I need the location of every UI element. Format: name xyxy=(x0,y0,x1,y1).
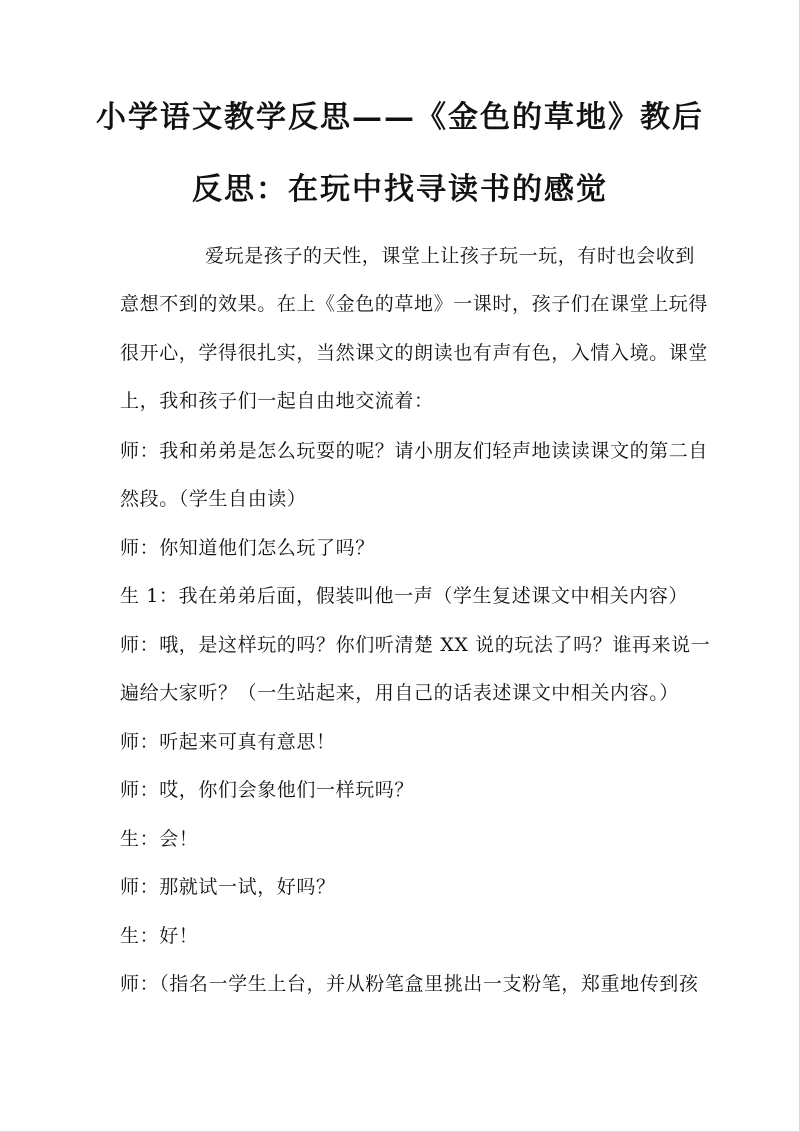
dialogue-line: 师：哎，你们会象他们一样玩吗？ xyxy=(120,779,415,801)
dialogue-line: 师：听起来可真有意思！ xyxy=(120,731,336,753)
dialogue-line: 师：哦，是这样玩的吗？你们听清楚 XX 说的玩法了吗？谁再来说一 xyxy=(120,634,711,656)
dialogue-line: 然段。（学生自由读） xyxy=(120,488,307,510)
paragraph-line: 很开心，学得很扎实，当然课文的朗读也有声有色，入情入境。课堂 xyxy=(120,342,709,364)
dialogue-line: 生：好！ xyxy=(120,925,199,947)
paragraph-line: 上，我和孩子们一起自由地交流着： xyxy=(120,390,434,412)
dialogue-line: 师：你知道他们怎么玩了吗？ xyxy=(120,537,375,559)
dialogue-line: 生：会！ xyxy=(120,828,199,850)
dialogue-line: 师：（指名一学生上台，并从粉笔盒里挑出一支粉笔，郑重地传到孩 xyxy=(120,973,699,995)
dialogue-line: 师：我和弟弟是怎么玩耍的呢？请小朋友们轻声地读读课文的第二自 xyxy=(120,440,709,462)
paragraph-line: 意想不到的效果。在上《金色的草地》一课时，孩子们在课堂上玩得 xyxy=(120,293,709,315)
dialogue-line: 师：那就试一试，好吗？ xyxy=(120,876,336,898)
dialogue-line: 遍给大家听？（一生站起来，用自己的话表述课文中相关内容。） xyxy=(120,682,679,704)
paragraph-line: 爱玩是孩子的天性，课堂上让孩子玩一玩，有时也会收到 xyxy=(205,245,696,267)
title-line-2: 反思：在玩中找寻读书的感觉 xyxy=(192,172,608,207)
title-line-1: 小学语文教学反思——《金色的草地》教后 xyxy=(96,100,704,135)
dialogue-line: 生 1：我在弟弟后面，假装叫他一声（学生复述课文中相关内容） xyxy=(120,585,689,607)
